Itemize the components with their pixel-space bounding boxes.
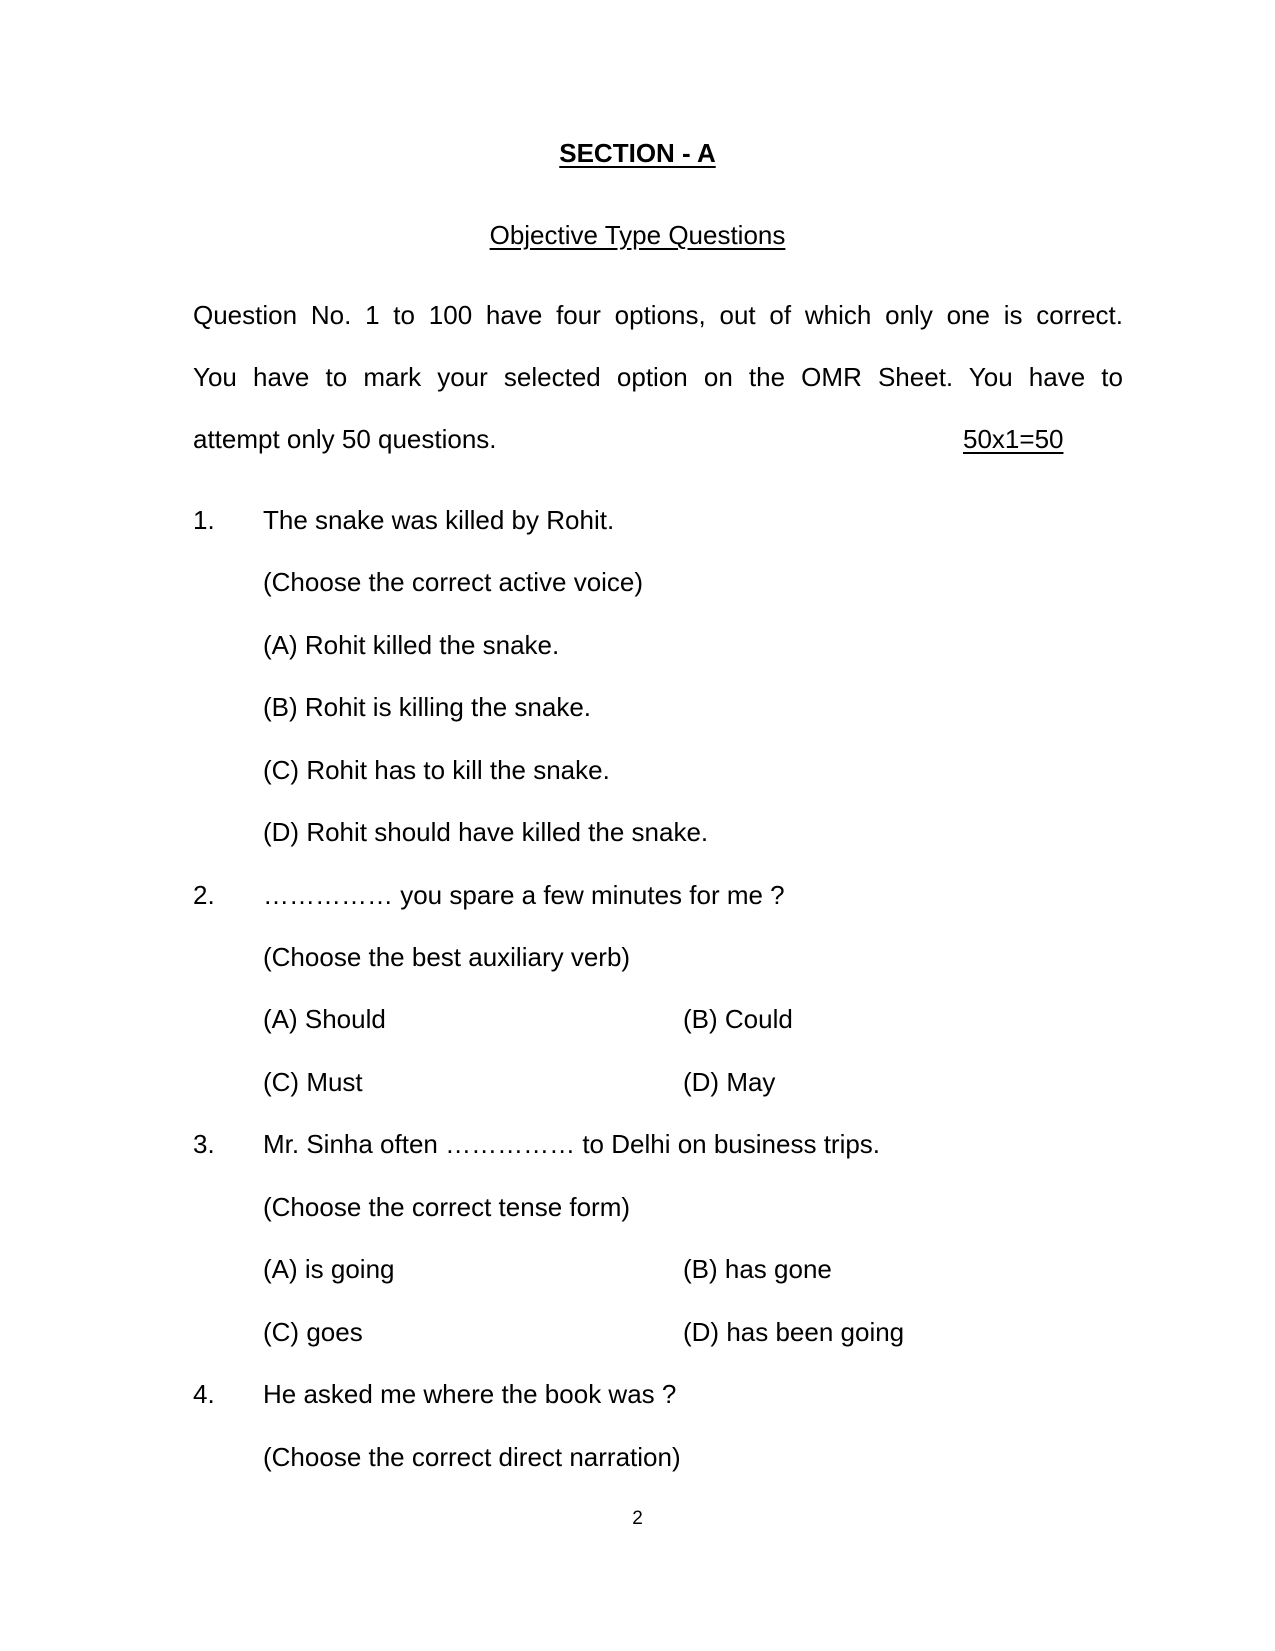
instruction-line-3: attempt only 50 questions.: [193, 424, 497, 454]
question-instruction: (Choose the correct active voice): [263, 567, 644, 597]
instruction-line-1: Question No. 1 to 100 have four options, out of which only one is correct.: [193, 300, 1123, 330]
option-b: (B) has gone: [683, 1254, 832, 1284]
option-c: (C) Rohit has to kill the snake.: [263, 755, 610, 785]
section-subtitle: Objective Type Questions: [489, 220, 786, 250]
question-text: He asked me where the book was ?: [263, 1379, 677, 1409]
question-text: The snake was killed by Rohit.: [263, 505, 615, 535]
option-b: (B) Rohit is killing the snake.: [263, 692, 592, 722]
question-number: 1.: [193, 505, 215, 535]
option-d: (D) May: [683, 1067, 776, 1097]
marks-allocation: 50x1=50: [963, 424, 1064, 454]
question-number: 4.: [193, 1379, 215, 1409]
option-d: (D) Rohit should have killed the snake.: [263, 817, 709, 847]
question-number: 3.: [193, 1129, 215, 1159]
page-number: 2: [632, 1508, 643, 1529]
option-c: (C) Must: [263, 1067, 363, 1097]
section-title: SECTION - A: [559, 138, 716, 168]
question-instruction: (Choose the correct tense form): [263, 1192, 631, 1222]
question-text: …………… you spare a few minutes for me ?: [263, 880, 785, 910]
question-instruction: (Choose the correct direct narration): [263, 1442, 681, 1472]
option-c: (C) goes: [263, 1317, 363, 1347]
option-d: (D) has been going: [683, 1317, 905, 1347]
option-a: (A) Should: [263, 1004, 386, 1034]
question-instruction: (Choose the best auxiliary verb): [263, 942, 631, 972]
option-a: (A) is going: [263, 1254, 395, 1284]
question-text: Mr. Sinha often …………… to Delhi on business trips.: [263, 1129, 881, 1159]
option-b: (B) Could: [683, 1004, 793, 1034]
question-number: 2.: [193, 880, 215, 910]
option-a: (A) Rohit killed the snake.: [263, 630, 560, 660]
instruction-line-2: You have to mark your selected option on the OMR Sheet. You have to: [193, 362, 1123, 392]
